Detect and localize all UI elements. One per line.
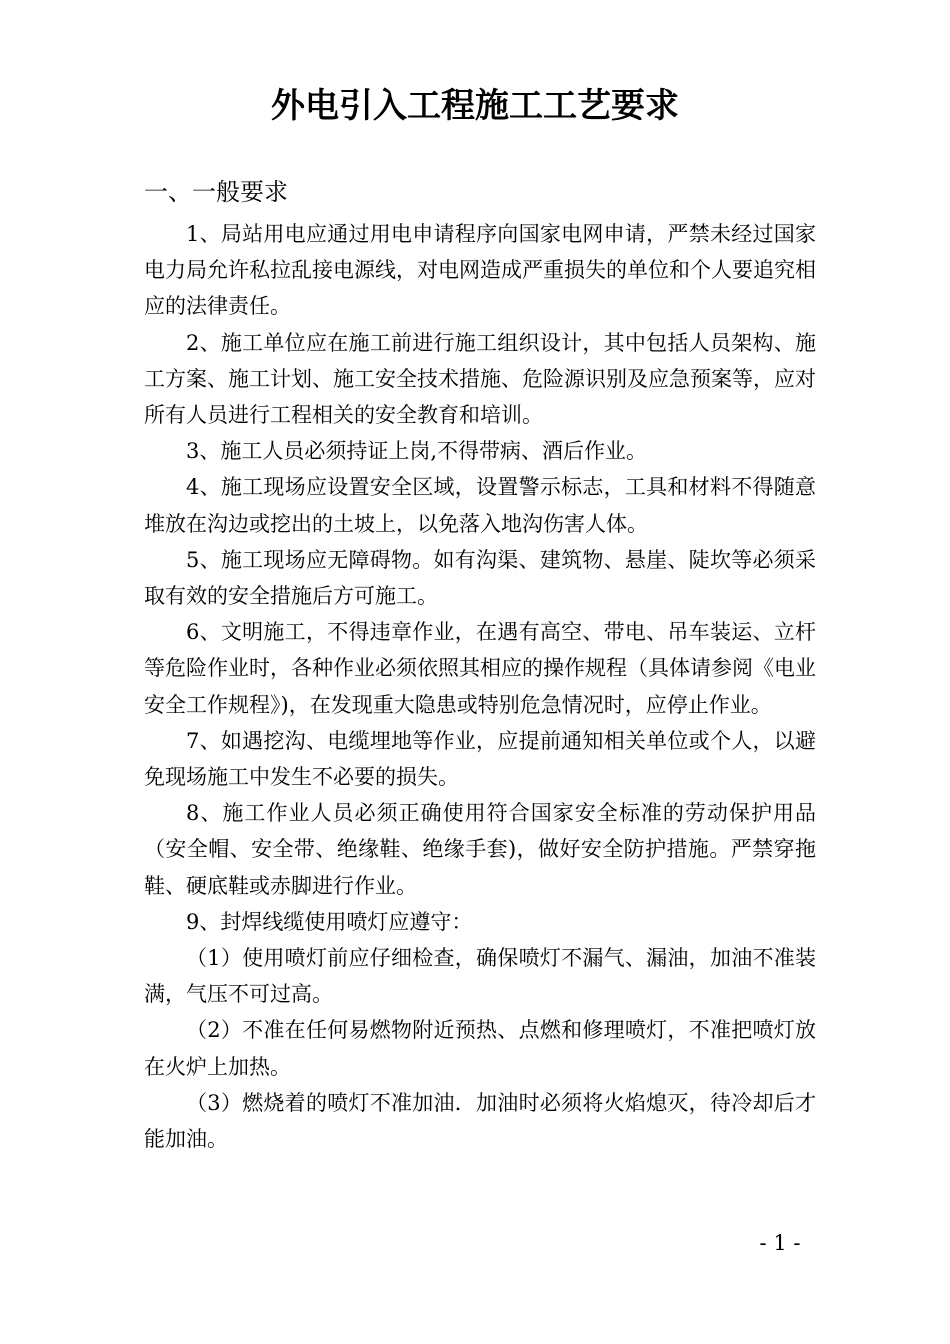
section-heading: 一、一般要求 [144,178,288,206]
paragraph-3: 3、施工人员必须持证上岗,不得带病、酒后作业。 [186,439,648,464]
paragraph-4: 4、施工现场应设置安全区域，设置警示标志，工具和材料不得随意堆放在沟边或挖出的土坡上，以免落入地沟伤害人体。 [144,475,816,536]
sub-item-1: （1）使用喷灯前应仔细检查，确保喷灯不漏气、漏油，加油不准装满，气压不可过高。 [144,946,816,1007]
page-number: - 1 - [759,1231,801,1255]
sub-item-2: （2）不准在任何易燃物附近预热、点燃和修理喷灯，不准把喷灯放在火炉上加热。 [144,1018,816,1079]
document-body [144,216,816,1157]
paragraph-7: 7、如遇挖沟、电缆埋地等作业，应提前通知相关单位或个人，以避免现场施工中发生不必要的损失。 [144,728,816,790]
paragraph-8: 8、施工作业人员必须正确使用符合国家安全标准的劳动保护用品（安全帽、安全带、绝缘鞋、绝缘手套)，做好安全防护措施。严禁穿拖鞋、硬底鞋或赤脚进行作业。 [144,801,816,898]
paragraph-9: 9、封焊线缆使用喷灯应遵守： [186,909,473,934]
sub-item-3: （3）燃烧着的喷灯不准加油．加油时必须将火焰熄灭，待冷却后才能加油。 [144,1090,816,1152]
paragraph-2: 2、施工单位应在施工前进行施工组织设计，其中包括人员架构、施工方案、施工计划、施工安全技术措施、危险源识别及应急预案等，应对所有人员进行工程相关的安全教育和培训。 [144,330,816,428]
paragraph-1: 1、局站用电应通过用电申请程序向国家电网申请，严禁未经过国家电力局允许私拉乱接电源线，对电网造成严重损失的单位和个人要追究相应的法律责任。 [144,222,816,319]
paragraph-5: 5、施工现场应无障碍物。如有沟渠、建筑物、悬崖、陡坎等必须采取有效的安全措施后方可施工。 [144,547,816,609]
paragraph-6: 6、文明施工，不得违章作业，在遇有高空、带电、吊车装运、立杆等危险作业时，各种作业必须依照其相应的操作规程（具体请参阅《电业安全工作规程》)，在发现重大隐患或特别危急情况时，应停止作业。 [144,620,816,717]
document-title: 外电引入工程施工工艺要求 [271,86,679,126]
